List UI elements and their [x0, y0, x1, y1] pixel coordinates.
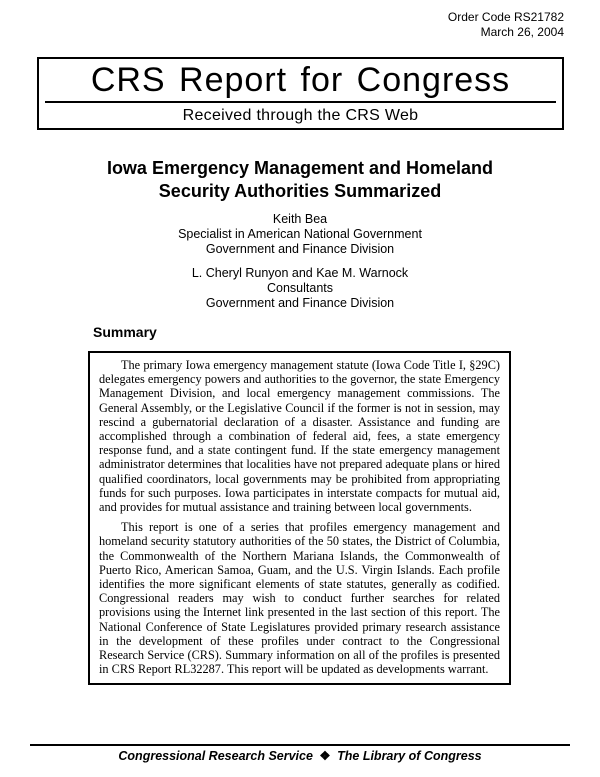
footer-service-label: Congressional Research Service [118, 749, 313, 763]
summary-paragraph: The primary Iowa emergency management statute (Iowa Code Title I, §29C) delegates emergency powers and authorities to the governor, the state Emergency Management Division, and local emergency management commissions. The General Assembly, or the Legislative Council if the former is not in session, may rescind a gubernatorial declaration of a disaster. Assistance and funding are accomplished through a combination of federal aid, fees, a state emergency response fund, and a state contingent fund. If the state emergency management administrator determines that localities have not prepared adequate plans or hired qualified coordinators, local governments may be prohibited from appropriating funds for such purposes. Iowa participates in interstate compacts for mutual aid, and provides for mutual assistance and training between local governments. [99, 358, 500, 515]
author-name: Keith Bea [272, 212, 328, 226]
footer-divider [30, 744, 570, 746]
author-block [0, 212, 600, 257]
footer-library-label: The Library of Congress [337, 749, 482, 763]
author-block [0, 266, 600, 311]
report-title [0, 157, 600, 203]
report-title-line2: Security Authorities Summarized [158, 181, 442, 201]
banner-subtitle: Received through the CRS Web [182, 106, 419, 124]
diamond-icon: ❖ [319, 749, 331, 763]
footer-text [0, 748, 600, 763]
author-section [0, 212, 600, 311]
summary-paragraph: This report is one of a series that profiles emergency management and homeland security statutory authorities of the 50 states, the District of Columbia, the Commonwealth of the Northern Mariana Islands, the Commonwealth of Puerto Rico, American Samoa, Guam, and the U.S. Virgin Islands. Each profile identifies the more significant elements of state statutes, generally as codified. Congressional readers may wish to conduct further searches for related provisions using the Internet link presented in the last section of this report. The National Conference of State Legislatures provided primary research assistance in the development of these profiles under contract to the Congressional Research Service (CRS). Summary information on all of the profiles is presented in CRS Report RL32287. This report will be updated as developments warrant. [99, 520, 500, 677]
order-code: Order Code RS21782 [447, 10, 564, 24]
report-title-line1: Iowa Emergency Management and Homeland [106, 158, 494, 178]
author-role: Consultants [266, 281, 333, 295]
author-name: L. Cheryl Runyon and Kae M. Warnock [191, 266, 409, 280]
report-date: March 26, 2004 [480, 25, 564, 39]
summary-heading: Summary [93, 324, 157, 340]
banner-title: CRS Report for Congress [90, 60, 511, 99]
author-division: Government and Finance Division [205, 242, 395, 256]
header-meta [448, 10, 564, 40]
author-division: Government and Finance Division [205, 296, 395, 310]
author-role: Specialist in American National Government [178, 227, 422, 241]
banner-box [37, 57, 564, 130]
summary-box [88, 351, 511, 685]
